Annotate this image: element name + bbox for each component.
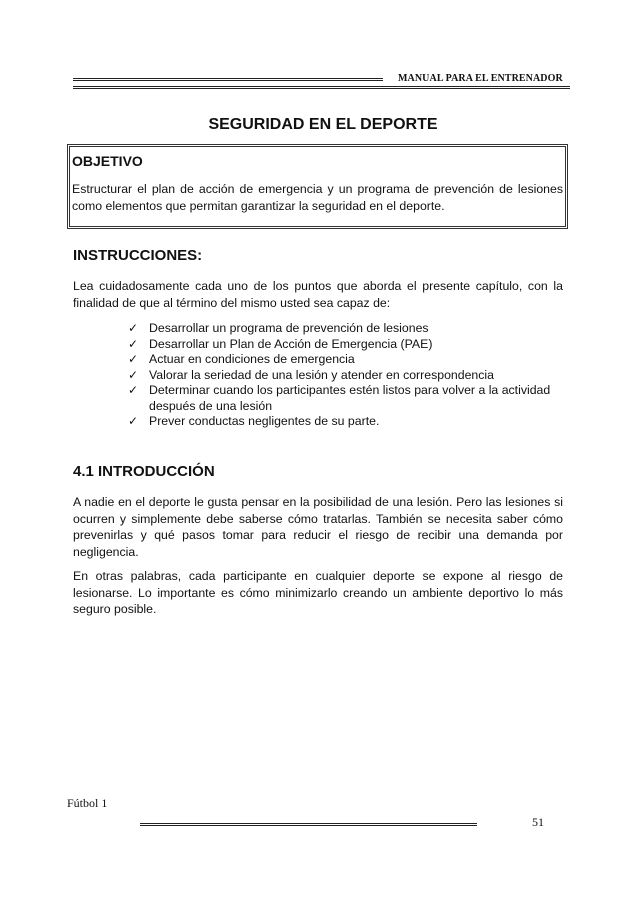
section-4-1-paragraph-2: En otras palabras, cada participante en cualquier deporte se expone al riesgo de lesionarse. Lo importante es cómo minimizarlo creando un ambiente deportivo lo más seguro posible. xyxy=(73,569,563,616)
list-item-text: Prever conductas negligentes de su parte. xyxy=(149,414,380,428)
list-item-text: Determinar cuando los participantes estén listos para volver a la actividad después de una lesión xyxy=(149,383,551,413)
list-item-text: Valorar la seriedad de una lesión y atender en correspondencia xyxy=(149,367,494,382)
section-4-1-heading: 4.1 INTRODUCCIÓN xyxy=(73,463,215,480)
instructions-intro: Lea cuidadosamente cada uno de los puntos que aborda el presente capítulo, con la finalidad de que al término del mismo usted sea capaz de: xyxy=(73,279,563,310)
list-item xyxy=(128,414,564,430)
list-item xyxy=(128,352,564,368)
footer-rule xyxy=(140,823,477,827)
check-icon: ✓ xyxy=(128,367,139,382)
list-item-text: Desarrollar un programa de prevención de lesiones xyxy=(149,321,429,335)
list-item xyxy=(128,383,564,414)
objective-box xyxy=(67,144,568,229)
header-title: MANUAL PARA EL ENTRENADOR xyxy=(398,73,563,84)
list-item-text: Actuar en condiciones de emergencia xyxy=(149,352,355,366)
footer-book-title: Fútbol 1 xyxy=(67,796,108,810)
section-4-1-paragraph-1: A nadie en el deporte le gusta pensar en la posibilidad de una lesión. Pero las lesiones si ocurren y simplemente debe saberse cómo tratarlas. También se necesita saber cómo prevenirlas y qué pasos tomar para reducir el riesgo de recibir una demanda por negligencia. xyxy=(73,495,563,559)
list-item xyxy=(128,368,564,384)
objective-text: Estructurar el plan de acción de emergencia y un programa de prevención de lesiones como elementos que permitan garantizar la seguridad en el deporte. xyxy=(72,182,563,213)
list-item xyxy=(128,337,564,353)
header-rule xyxy=(73,78,383,82)
page-number: 51 xyxy=(532,815,544,829)
list-item-text: Desarrollar un Plan de Acción de Emergencia (PAE) xyxy=(149,336,433,351)
check-icon: ✓ xyxy=(128,383,139,397)
header-underline xyxy=(73,86,570,90)
check-icon: ✓ xyxy=(128,336,139,351)
check-icon: ✓ xyxy=(128,352,139,366)
list-item xyxy=(128,321,564,337)
instructions-heading: INSTRUCCIONES: xyxy=(73,247,203,264)
objective-heading: OBJETIVO xyxy=(72,153,143,169)
page-title: SEGURIDAD EN EL DEPORTE xyxy=(208,116,438,133)
check-icon: ✓ xyxy=(128,414,139,428)
check-icon: ✓ xyxy=(128,321,139,335)
objectives-checklist xyxy=(128,321,564,430)
